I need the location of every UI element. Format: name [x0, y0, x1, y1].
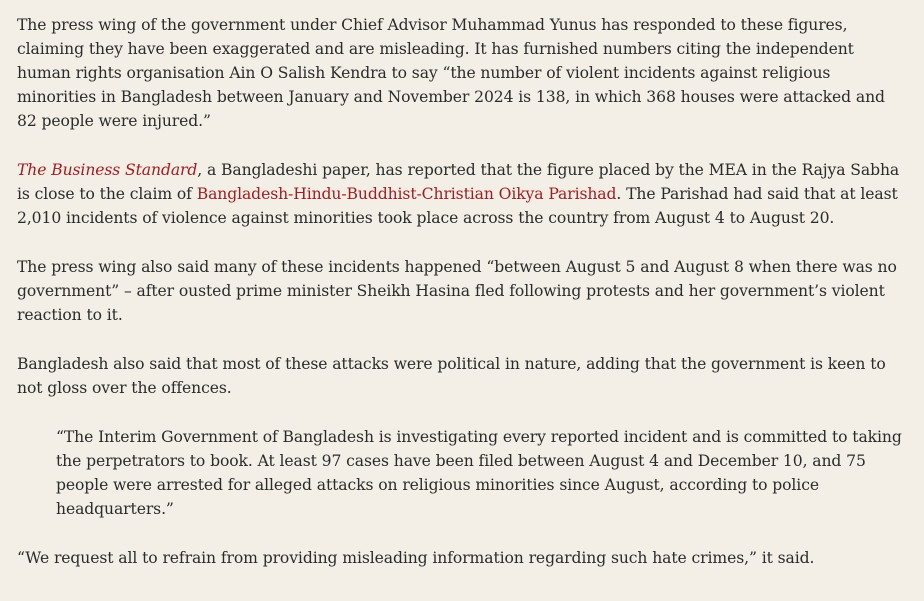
paragraph-press-wing-response: The press wing of the government under Chief Advisor Muhammad Yunus has responded to these figures, claiming they have been exaggerated and are misleading. It has furnished numbers citing the independent human rights organisation Ain O Salish Kendra to say “the number of violent incidents against religious minorities in Bangladesh between January and November 2024 is 138, in which 368 houses were attacked and 82 people were injured.”	[17, 16, 885, 130]
paragraph-business-standard	[17, 158, 908, 230]
paragraph-closing-quote: “We request all to refrain from providing misleading information regarding such hate crimes,” it said.	[17, 549, 815, 567]
link-oikya-parishad[interactable]: Bangladesh-Hindu-Buddhist-Christian Oikya Parishad	[196, 185, 617, 203]
paragraph-text-segment: , a Bangladeshi paper, has reported that the figure placed by the MEA in the Rajya Sabha is close to the claim of	[17, 161, 900, 203]
link-the-business-standard[interactable]: The Business Standard	[17, 161, 198, 179]
paragraph-text-segment: . The Parishad had said that at least 2,010 incidents of violence against minorities took place across the country from August 4 to August 20.	[17, 185, 898, 227]
paragraph-no-government-period: The press wing also said many of these incidents happened “between August 5 and August 8 when there was no government” – after ousted prime minister Sheikh Hasina fled following protests and her government’s violent reaction to it.	[17, 258, 897, 324]
blockquote-interim-government: “The Interim Government of Bangladesh is investigating every reported incident and is committed to taking the perpetrators to book. At least 97 cases have been filed between August 4 and December 10, and 75 people were arrested for alleged attacks on religious minorities since August, according to police headquarters.”	[56, 428, 902, 518]
paragraph-political-nature: Bangladesh also said that most of these attacks were political in nature, adding that the government is keen to not gloss over the offences.	[17, 355, 886, 397]
